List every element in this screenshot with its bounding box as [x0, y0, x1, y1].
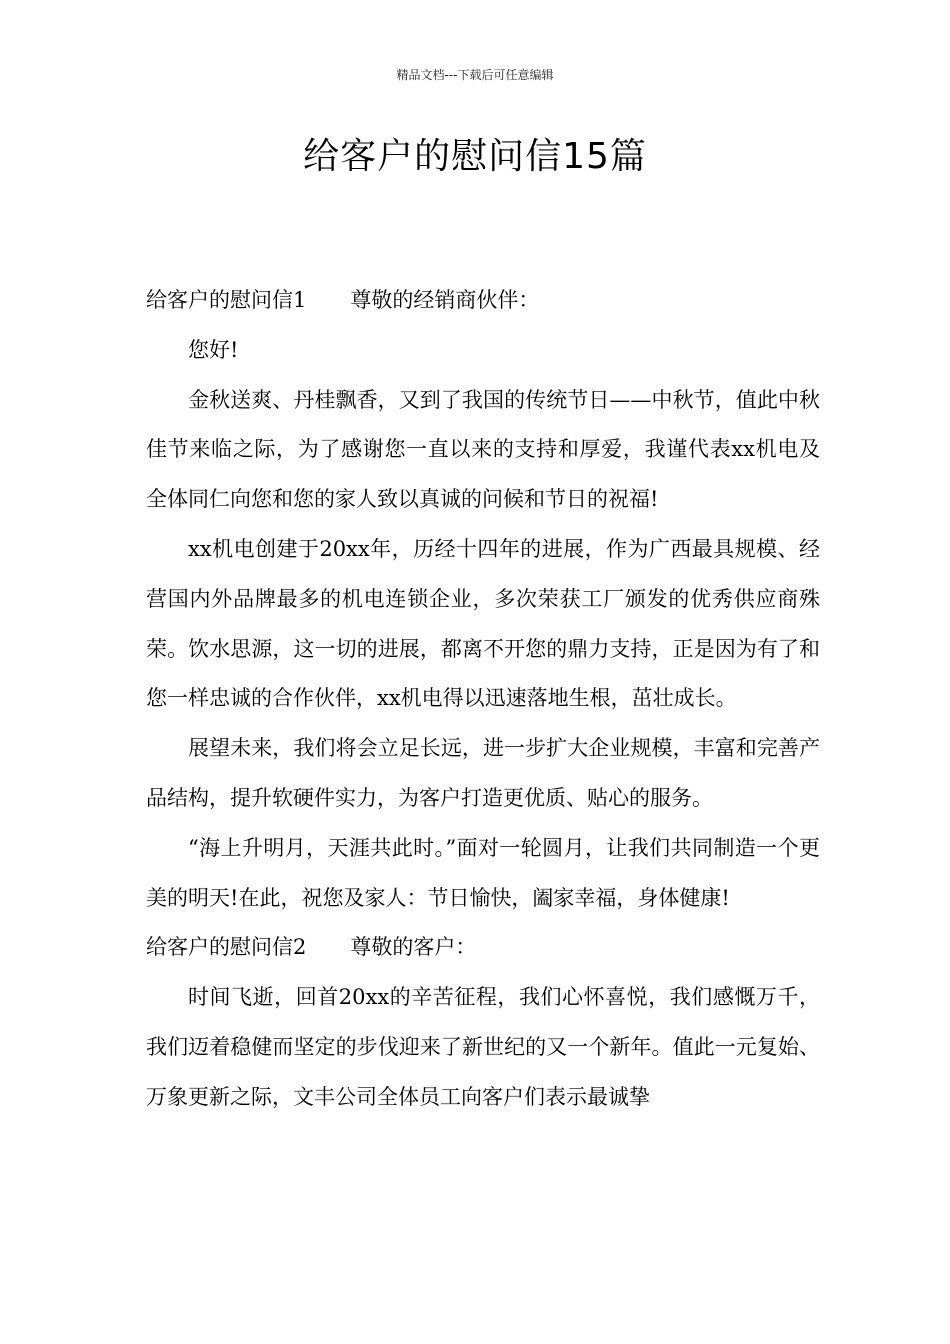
letter-1-paragraph-4: “海上升明月，天涯共此时。”面对一轮圆月，让我们共同制造一个更美的明天!在此，祝您及家人：节日愉快，阖家幸福，身体健康!	[146, 835, 820, 910]
letter-2-paragraph-1: 时间飞逝，回首20xx的辛苦征程，我们心怀喜悦，我们感慨万千，我们迈着稳健而坚定的步伐迎来了新世纪的又一个新年。值此一元复始、万象更新之际，文丰公司全体员工向客户们表示最诚挚	[146, 985, 820, 1109]
letter-2-heading: 给客户的慰问信2	[146, 935, 307, 960]
header-note: 精品文档---下载后可任意编辑	[396, 68, 554, 82]
letter-1-greeting: 您好!	[188, 337, 239, 362]
letter-1-salutation: 尊敬的经销商伙伴：	[350, 288, 540, 312]
letter-2-salutation: 尊敬的客户：	[350, 935, 477, 960]
letter-1-heading: 给客户的慰问信1	[146, 288, 307, 312]
document-body	[146, 276, 820, 1123]
letter-1-paragraph-1: 金秋送爽、丹桂飘香，又到了我国的传统节日——中秋节，值此中秋佳节来临之际，为了感谢您一直以来的支持和厚爱，我谨代表xx机电及全体同仁向您和您的家人致以真诚的问候和节日的祝福!	[146, 387, 820, 512]
letter-1-paragraph-2: xx机电创建于20xx年，历经十四年的进展，作为广西最具规模、经营国内外品牌最多的机电连锁企业，多次荣获工厂颁发的优秀供应商殊荣。饮水思源，这一切的进展，都离不开您的鼎力支持，正是因为有了和您一样忠诚的合作伙伴，xx机电得以迅速落地生根，茁壮成长。	[146, 536, 820, 711]
document-title: 给客户的慰问信15篇	[303, 136, 647, 177]
letter-1-heading-line	[146, 276, 820, 326]
letter-2-heading-line	[146, 923, 820, 973]
letter-1-paragraph-3: 展望未来，我们将会立足长远，进一步扩大企业规模，丰富和完善产品结构，提升软硬件实力，为客户打造更优质、贴心的服务。	[146, 736, 820, 810]
